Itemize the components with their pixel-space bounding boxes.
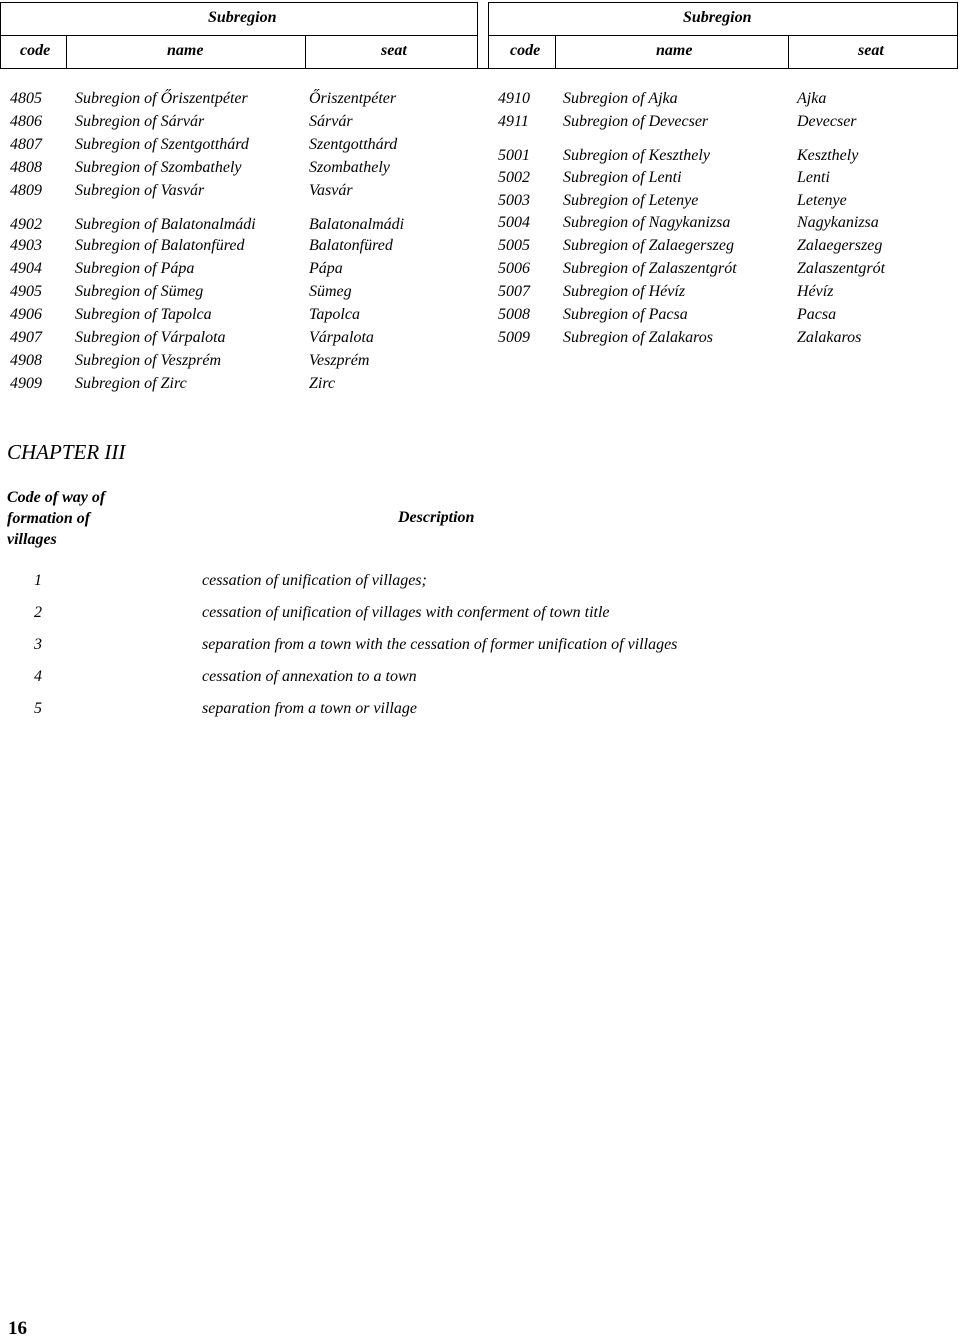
cell-name: Subregion of Lenti — [563, 169, 682, 186]
description-column-header: Description — [398, 509, 475, 526]
cell-name: Subregion of Ajka — [563, 90, 678, 107]
cell-name: Subregion of Tapolca — [75, 306, 212, 323]
column-header-code: code — [510, 42, 541, 59]
cell-seat: Zalaszentgrót — [797, 260, 886, 277]
cell-code: 4903 — [10, 237, 42, 254]
item-description: cessation of annexation to a town — [202, 668, 417, 685]
cell-seat: Sümeg — [309, 283, 352, 300]
table-row — [488, 113, 958, 135]
table-row — [488, 306, 958, 328]
cell-code: 5008 — [498, 306, 530, 323]
cell-name: Subregion of Nagykanizsa — [563, 214, 731, 231]
cell-code: 4809 — [10, 182, 42, 199]
list-item — [0, 668, 960, 690]
cell-name: Subregion of Keszthely — [563, 147, 710, 164]
cell-code: 5007 — [498, 283, 530, 300]
cell-code: 4805 — [10, 90, 42, 107]
cell-name: Subregion of Letenye — [563, 192, 699, 209]
cell-seat: Zalakaros — [797, 329, 862, 346]
item-description: separation from a town with the cessation of former unification of villages — [202, 636, 678, 653]
cell-code: 4908 — [10, 352, 42, 369]
cell-seat: Vasvár — [309, 182, 353, 199]
cell-seat: Ajka — [797, 90, 827, 107]
cell-code: 5004 — [498, 214, 530, 231]
cell-seat: Hévíz — [797, 283, 834, 300]
cell-code: 4910 — [498, 90, 530, 107]
table-row — [0, 237, 477, 259]
table-border-bottom — [0, 68, 958, 69]
group-header-right: Subregion — [683, 9, 752, 26]
cell-name: Subregion of Sümeg — [75, 283, 204, 300]
cell-code: 5003 — [498, 192, 530, 209]
cell-code: 4806 — [10, 113, 42, 130]
list-item — [0, 700, 960, 722]
column-header-name: name — [167, 42, 204, 59]
table-border-left — [0, 2, 1, 69]
item-description: cessation of unification of villages with conferment of town title — [202, 604, 610, 621]
table-border-top-left — [0, 2, 477, 3]
cell-seat: Nagykanizsa — [797, 214, 879, 231]
cell-seat: Zalaegerszeg — [797, 237, 883, 254]
cell-seat: Pápa — [309, 260, 343, 277]
cell-name: Subregion of Balatonfüred — [75, 237, 245, 254]
code-header-line: formation of — [7, 510, 91, 527]
cell-code: 4907 — [10, 329, 42, 346]
column-header-seat: seat — [381, 42, 407, 59]
cell-name: Subregion of Veszprém — [75, 352, 222, 369]
table-row — [488, 147, 958, 169]
table-row — [488, 283, 958, 305]
list-item — [0, 636, 960, 658]
table-border-right — [957, 2, 958, 69]
cell-name: Subregion of Szombathely — [75, 159, 242, 176]
table-row — [488, 214, 958, 236]
table-row — [0, 113, 477, 135]
cell-seat: Zirc — [309, 375, 336, 392]
chapter-title: CHAPTER III — [7, 440, 126, 464]
cell-name: Subregion of Vasvár — [75, 182, 205, 199]
cell-seat: Őriszentpéter — [309, 90, 397, 107]
cell-seat: Lenti — [797, 169, 830, 186]
cell-code: 4904 — [10, 260, 42, 277]
table-row — [488, 169, 958, 191]
cell-code: 4807 — [10, 136, 42, 153]
table-row — [0, 90, 477, 112]
column-divider — [66, 35, 67, 69]
cell-seat: Szentgotthárd — [309, 136, 398, 153]
cell-name: Subregion of Pápa — [75, 260, 195, 277]
item-code: 1 — [34, 572, 42, 589]
column-header-seat: seat — [858, 42, 884, 59]
cell-seat: Letenye — [797, 192, 847, 209]
table-row — [0, 352, 477, 374]
item-description: separation from a town or village — [202, 700, 417, 717]
cell-name: Subregion of Zirc — [75, 375, 187, 392]
cell-code: 4906 — [10, 306, 42, 323]
cell-name: Subregion of Zalaszentgrót — [563, 260, 737, 277]
cell-seat: Keszthely — [797, 147, 859, 164]
item-code: 4 — [34, 668, 42, 685]
cell-seat: Devecser — [797, 113, 857, 130]
page-number: 16 — [8, 1318, 27, 1339]
cell-code: 4808 — [10, 159, 42, 176]
table-row — [0, 306, 477, 328]
cell-code: 4911 — [498, 113, 529, 130]
cell-name: Subregion of Zalaegerszeg — [563, 237, 734, 254]
table-border-mid-left — [477, 2, 478, 69]
cell-name: Subregion of Hévíz — [563, 283, 686, 300]
table-row — [488, 260, 958, 282]
cell-code: 4909 — [10, 375, 42, 392]
item-description: cessation of unification of villages; — [202, 572, 427, 589]
table-row — [488, 192, 958, 214]
cell-code: 4902 — [10, 216, 42, 233]
cell-code: 5009 — [498, 329, 530, 346]
item-code: 2 — [34, 604, 42, 621]
cell-code: 4905 — [10, 283, 42, 300]
table-row — [0, 283, 477, 305]
cell-name: Subregion of Szentgotthárd — [75, 136, 249, 153]
cell-name: Subregion of Devecser — [563, 113, 709, 130]
cell-code: 5006 — [498, 260, 530, 277]
cell-seat: Balatonalmádi — [309, 216, 405, 233]
table-row — [0, 260, 477, 282]
column-header-code: code — [20, 42, 51, 59]
table-row — [0, 159, 477, 181]
cell-code: 5005 — [498, 237, 530, 254]
list-item — [0, 604, 960, 626]
item-code: 5 — [34, 700, 42, 717]
cell-name: Subregion of Zalakaros — [563, 329, 713, 346]
table-row — [0, 216, 477, 238]
cell-name: Subregion of Sárvár — [75, 113, 205, 130]
cell-code: 5002 — [498, 169, 530, 186]
code-header-line: Code of way of — [7, 489, 106, 506]
cell-name: Subregion of Pacsa — [563, 306, 688, 323]
column-divider — [555, 35, 556, 69]
table-border-mid-right — [488, 2, 489, 69]
item-code: 3 — [34, 636, 42, 653]
cell-seat: Pacsa — [797, 306, 837, 323]
code-header-line: villages — [7, 531, 57, 548]
cell-seat: Tapolca — [309, 306, 360, 323]
table-border-top-right — [488, 2, 958, 3]
table-divider-right — [488, 35, 958, 36]
group-header-left: Subregion — [208, 9, 277, 26]
table-row — [0, 329, 477, 351]
cell-seat: Várpalota — [309, 329, 374, 346]
table-divider-left — [0, 35, 477, 36]
code-column-header — [7, 487, 105, 550]
cell-name: Subregion of Várpalota — [75, 329, 226, 346]
table-row — [0, 182, 477, 204]
cell-seat: Balatonfüred — [309, 237, 393, 254]
column-header-name: name — [656, 42, 693, 59]
table-row — [488, 237, 958, 259]
cell-seat: Veszprém — [309, 352, 370, 369]
list-item — [0, 572, 960, 594]
cell-name: Subregion of Őriszentpéter — [75, 90, 248, 107]
column-divider — [788, 35, 789, 69]
table-row — [0, 136, 477, 158]
cell-seat: Szombathely — [309, 159, 390, 176]
cell-name: Subregion of Balatonalmádi — [75, 216, 256, 233]
cell-seat: Sárvár — [309, 113, 353, 130]
table-row — [0, 375, 477, 397]
column-divider — [305, 35, 306, 69]
table-row — [488, 329, 958, 351]
cell-code: 5001 — [498, 147, 530, 164]
table-row — [488, 90, 958, 112]
